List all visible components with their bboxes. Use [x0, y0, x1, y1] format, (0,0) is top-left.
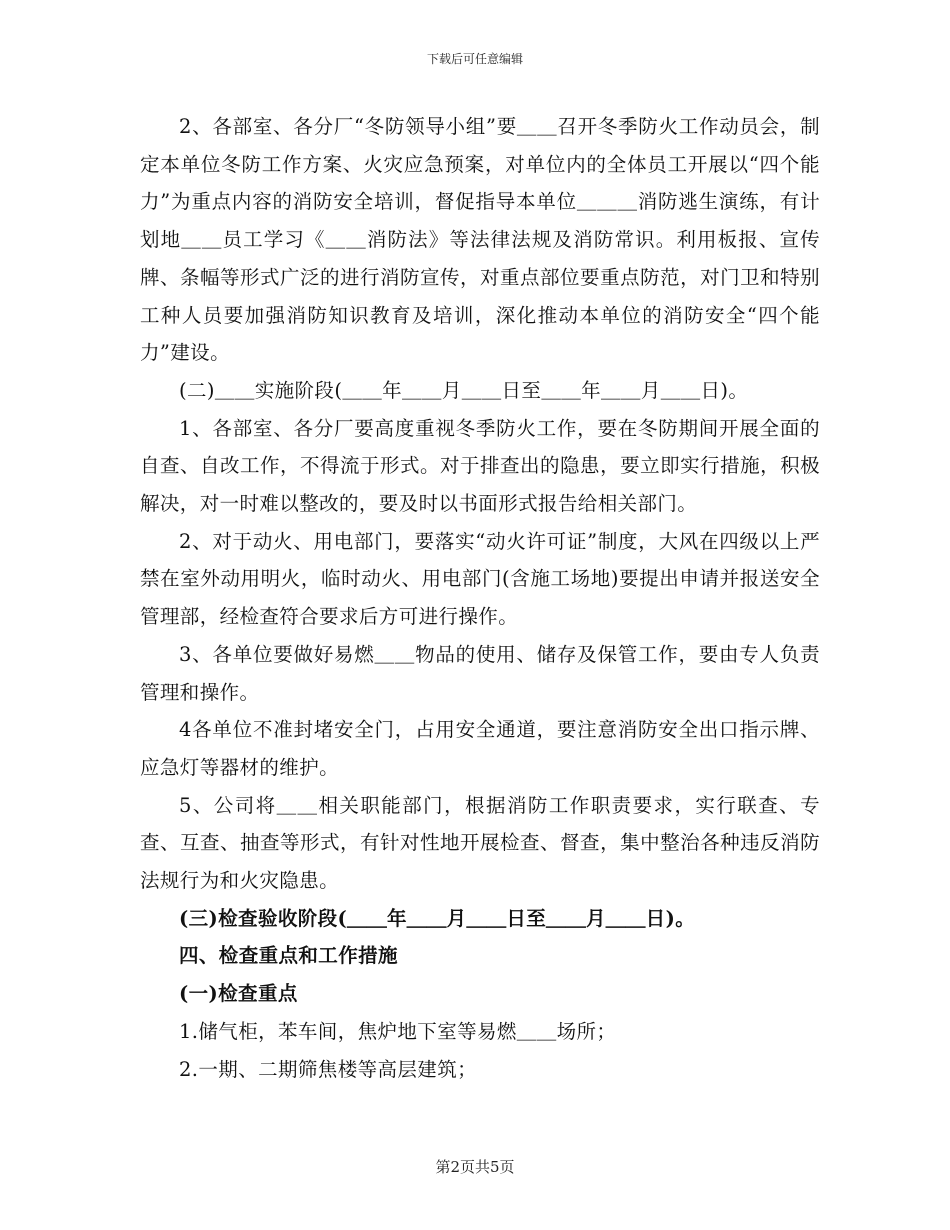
paragraph-flammables: 3、各单位要做好易燃＿＿物品的使用、储存及保管工作，要由专人负责管理和操作。 — [140, 642, 820, 704]
heading-acceptance-stage: (三)检查验收阶段(＿＿年＿＿月＿＿日至＿＿月＿＿日)。 — [179, 906, 696, 930]
list-item-gas-holder: 1.储气柜，苯车间，焦炉地下室等易燃＿＿场所； — [179, 1019, 617, 1043]
paragraph-fire-permit: 2、对于动火、用电部门，要落实“动火许可证”制度，大风在四级以上严禁在室外动用明火，临时动火、用电部门(含施工场地)要提出申请并报送安全管理部，经检查符合要求后方可进行操作。 — [140, 529, 820, 629]
heading-inspection-focus: (一)检查重点 — [179, 982, 298, 1006]
heading-section-four: 四、检查重点和工作措施 — [179, 944, 398, 968]
page-footer: 第2页共5页 — [435, 1158, 515, 1176]
paragraph-joint-inspection: 5、公司将＿＿相关职能部门，根据消防工作职责要求，实行联查、专查、互查、抽查等形式，有针对性地开展检查、督查，集中整治各种违反消防法规行为和火灾隐患。 — [140, 793, 820, 893]
page-header: 下载后可任意编辑 — [426, 52, 523, 66]
paragraph-implementation-stage: (二)＿＿实施阶段(＿＿年＿＿月＿＿日至＿＿年＿＿月＿＿日)。 — [179, 378, 749, 402]
list-item-high-rise: 2.一期、二期筛焦楼等高层建筑； — [179, 1057, 478, 1081]
document-body — [140, 108, 820, 1088]
paragraph-self-inspection: 1、各部室、各分厂要高度重视冬季防火工作，要在冬防期间开展全面的自查、自改工作，不得流于形式。对于排查出的隐患，要立即实行措施，积极解决，对一时难以整改的，要及时以书面形式报告给相关部门。 — [140, 416, 820, 516]
paragraph-leadership-meeting: 2、各部室、各分厂“冬防领导小组”要＿＿召开冬季防火工作动员会，制定本单位冬防工作方案、火灾应急预案，对单位内的全体员工开展以“四个能力”为重点内容的消防安全培训，督促指导本单位＿＿＿消防逃生演练，有计划地＿＿员工学习《＿＿消防法》等法律法规及消防常识。利用板报、宣传牌、条幅等形式广泛的进行消防宣传，对重点部位要重点防范，对门卫和特别工种人员要加强消防知识教育及培训，深化推动本单位的消防安全“四个能力”建设。 — [140, 115, 820, 365]
paragraph-safety-exits: 4各单位不准封堵安全门，占用安全通道，要注意消防安全出口指示牌、应急灯等器材的维护。 — [140, 718, 820, 779]
